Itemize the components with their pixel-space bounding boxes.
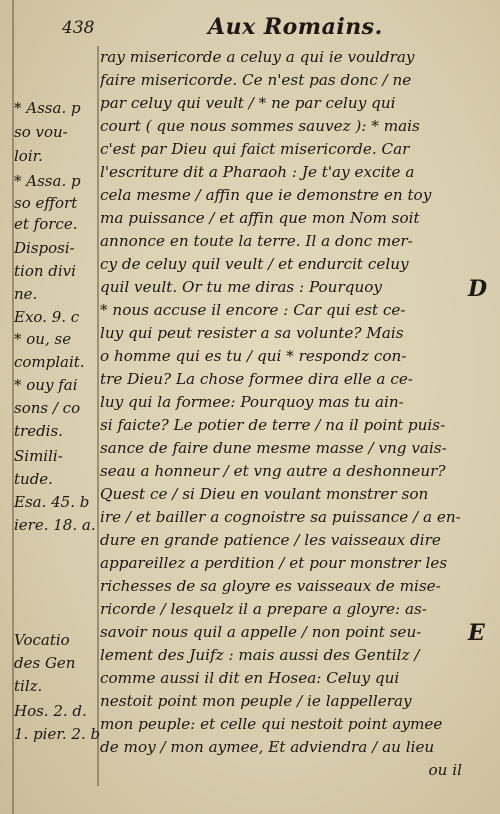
margin-note: tilz.: [14, 677, 43, 695]
text-line: c'est par Dieu qui faict misericorde. Car: [100, 140, 410, 158]
text-line: luy qui la formee: Pourquoy mas tu ain-: [100, 393, 404, 411]
margin-note: ne.: [14, 285, 38, 303]
text-line: mon peuple: et celle qui nestoit point aymee: [100, 715, 443, 733]
margin-note: tredis.: [14, 422, 63, 440]
text-line: si faicte? Le potier de terre / na il point puis-: [100, 416, 446, 434]
text-line: quil veult. Or tu me diras : Pourquoy: [100, 278, 382, 296]
margin-column-rule: [97, 46, 99, 786]
text-line: cela mesme / affin que ie demonstre en toy: [100, 186, 432, 204]
text-line: l'escriture dit a Pharaoh : Je t'ay excite a: [100, 163, 415, 181]
margin-note: * Assa. p: [14, 172, 81, 190]
text-line: annonce en toute la terre. Il a donc mer-: [100, 232, 413, 250]
running-head: Aux Romains.: [208, 14, 383, 40]
text-line: ma puissance / et affin que mon Nom soit: [100, 209, 420, 227]
text-line: ire / et bailler a cognoistre sa puissance / a en-: [100, 508, 461, 526]
margin-note: Disposi-: [14, 239, 75, 257]
text-line: ray misericorde a celuy a qui ie vouldray: [100, 48, 415, 66]
text-line: lement des Juifz : mais aussi des Gentilz /: [100, 646, 420, 664]
section-letter: E: [468, 620, 485, 646]
margin-note: Vocatio: [14, 631, 70, 649]
text-line: comme aussi il dit en Hosea: Celuy qui: [100, 669, 400, 687]
margin-note: 1. pier. 2. b: [14, 725, 101, 743]
margin-note: Exo. 9. c: [14, 308, 80, 326]
text-line: dure en grande patience / les vaisseaux dire: [100, 531, 441, 549]
margin-note: loir.: [14, 147, 43, 165]
margin-note: * Assa. p: [14, 99, 81, 117]
margin-note: et force.: [14, 215, 78, 233]
margin-note: Esa. 45. b: [14, 493, 90, 511]
margin-note: so vou-: [14, 123, 68, 141]
text-line: savoir nous quil a appelle / non point seu-: [100, 623, 422, 641]
text-line: cy de celuy quil veult / et endurcit celuy: [100, 255, 409, 273]
margin-note: Simili-: [14, 447, 63, 465]
text-line: richesses de sa gloyre es vaisseaux de mise-: [100, 577, 441, 595]
margin-note: iere. 18. a.: [14, 516, 96, 534]
text-line: * nous accuse il encore : Car qui est ce-: [100, 301, 406, 319]
text-line: sance de faire dune mesme masse / vng vais-: [100, 439, 447, 457]
margin-note: * ouy fai: [14, 376, 78, 394]
text-line: o homme qui es tu / qui * respondz con-: [100, 347, 407, 365]
margin-note: * ou, se: [14, 330, 72, 348]
text-line: seau a honneur / et vng autre a deshonneur?: [100, 462, 446, 480]
page-header: [0, 14, 500, 44]
margin-note: sons / co: [14, 399, 81, 417]
text-line: tre Dieu? La chose formee dira elle a ce-: [100, 370, 413, 388]
text-line: ricorde / lesquelz il a prepare a gloyre: as-: [100, 600, 427, 618]
catchword: ou il: [428, 761, 462, 779]
margin-note: complait.: [14, 353, 85, 371]
margin-note: tude.: [14, 470, 53, 488]
margin-note: so effort: [14, 194, 78, 212]
section-letter: D: [468, 276, 488, 302]
margin-note: des Gen: [14, 654, 76, 672]
page-number: 438: [62, 18, 95, 38]
text-line: faire misericorde. Ce n'est pas donc / ne: [100, 71, 412, 89]
text-line: de moy / mon aymee, Et adviendra / au lieu: [100, 738, 435, 756]
text-line: par celuy qui veult / * ne par celuy qui: [100, 94, 396, 112]
text-line: Quest ce / si Dieu en voulant monstrer son: [100, 485, 429, 503]
margin-note: Hos. 2. d.: [14, 702, 87, 720]
text-line: luy qui peut resister a sa volunte? Mais: [100, 324, 404, 342]
text-line: court ( que nous sommes sauvez ): * mais: [100, 117, 420, 135]
text-line: nestoit point mon peuple / ie lappelleray: [100, 692, 412, 710]
margin-note: tion divi: [14, 262, 76, 280]
text-line: appareillez a perdition / et pour monstrer les: [100, 554, 448, 572]
